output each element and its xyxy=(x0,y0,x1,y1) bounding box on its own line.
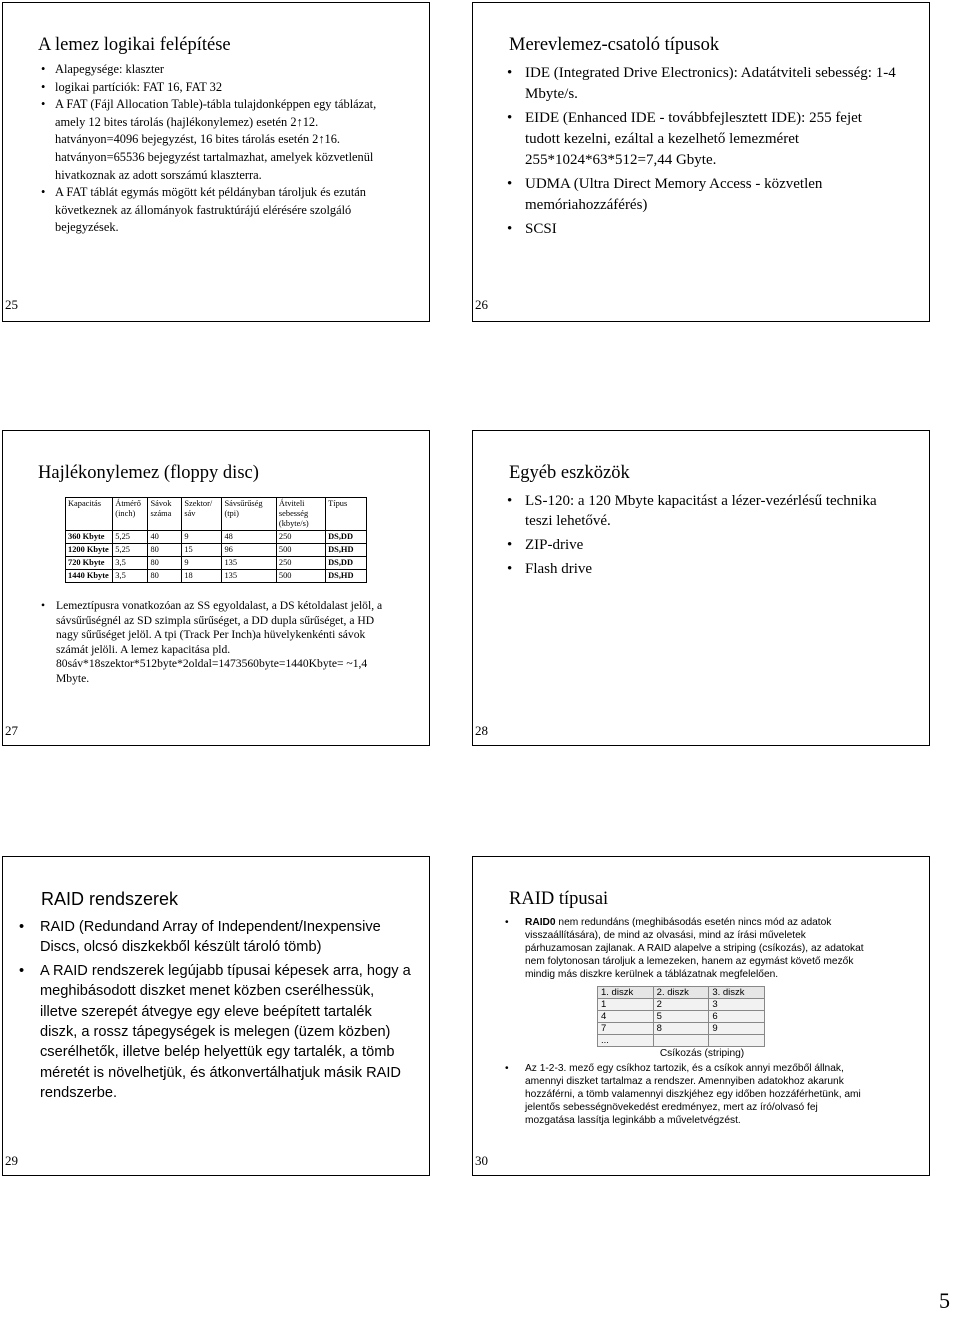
item-term: IDE (Integrated Drive Electronics): xyxy=(525,65,738,81)
table-cell: 4 xyxy=(598,1011,654,1023)
table-cell: 360 Kbyte xyxy=(66,531,113,544)
slide-26 xyxy=(472,2,930,322)
table-cell: 9 xyxy=(182,531,222,544)
list-item xyxy=(503,108,898,171)
slide-30 xyxy=(472,856,930,1176)
list-item: • ZIP-drive xyxy=(503,535,898,555)
table-cell: 8 xyxy=(653,1023,709,1035)
list-item: • Az 1-2-3. mező egy csíkhoz tartozik, és a csíkok annyi mezőből állnak, amennyi diszket tartalmaz a rendszer. Amennyiben adatokhoz akarunk hozzáférni, a tömb valamennyi diszkjéhez egy időben hozzáférhetünk, ami jelentős sebességnövekedést eredményez, mert az író/olvasó fej mozgatása lassítja leginkább a műveletvégzést. xyxy=(503,1063,865,1128)
striping-table xyxy=(597,986,765,1047)
list-item: • logikai partíciók: FAT 16, FAT 32 xyxy=(39,79,389,97)
item-text: 255 fejet tudott kezelni, ezáltal a kezelhető lemezméret 255*1024*63*512=7,44 Gbyte. xyxy=(525,110,862,168)
floppy-table xyxy=(65,497,367,583)
table-cell: 1 xyxy=(598,999,654,1011)
slide-title: Hajlékonylemez (floppy disc) xyxy=(38,463,259,483)
table-cell: 6 xyxy=(709,1011,765,1023)
table-header: Kapacitás xyxy=(66,498,113,531)
bullet-list xyxy=(503,63,898,240)
slide-number: 29 xyxy=(5,1153,18,1168)
table-row xyxy=(66,570,367,583)
bullet-list xyxy=(503,917,865,982)
slide-number: 26 xyxy=(475,297,488,312)
list-item: • Lemeztípusra vonatkozóan az SS egyoldalast, a DS kétoldalast jelöl, a sávsűrűségnél az SD szimpla sűrűséget, a DD dupla sűrűséget, a HD nagy sűrűséget jelöl. A tpi (Track Per Inch)a hüvelykenkénti sávok számát jelöli. A lemez kapacitása pld. 80sáv*18szektor*512byte*2oldal=1473560byte=1440Kbyte= ~1,4 Mbyte. xyxy=(39,599,391,687)
slide-number: 25 xyxy=(5,297,18,312)
list-item: • RAID (Redundand Array of Independent/Inexpensive Discs, olcsó diszkekből készült tároló tömb) xyxy=(17,917,412,958)
list-item: • A FAT táblát egymás mögött két példányban tároljuk és ezután következnek az állományok fastruktúrájú elérésére szolgáló bejegyzések. xyxy=(39,184,389,237)
table-header-row xyxy=(598,987,765,999)
table-header: Átmérő (inch) xyxy=(113,498,148,531)
list-item xyxy=(503,63,898,105)
list-item xyxy=(503,219,898,240)
table-cell xyxy=(709,1035,765,1047)
table-row xyxy=(66,544,367,557)
slide-29 xyxy=(2,856,430,1176)
table-cell: 135 xyxy=(222,557,276,570)
slide-25 xyxy=(2,2,430,322)
table-cell: 3,5 xyxy=(113,570,148,583)
table-header: 1. diszk xyxy=(598,987,654,999)
table-header: Átviteli sebesség (kbyte/s) xyxy=(276,498,325,531)
bullet-list xyxy=(39,61,389,237)
table-cell: 500 xyxy=(276,544,325,557)
slide-number: 27 xyxy=(5,723,18,738)
list-item: • Flash drive xyxy=(503,559,898,579)
table-row xyxy=(598,1023,765,1035)
item-term: UDMA (Ultra Direct Memory Access - xyxy=(525,176,761,192)
table-cell: 3,5 xyxy=(113,557,148,570)
table-cell: 80 xyxy=(148,544,182,557)
table-cell: 80 xyxy=(148,570,182,583)
table-cell: 250 xyxy=(276,531,325,544)
item-term: RAID0 xyxy=(525,917,556,928)
table-cell: 135 xyxy=(222,570,276,583)
table-header: Szektor/ sáv xyxy=(182,498,222,531)
slide-title: Egyéb eszközök xyxy=(509,463,630,483)
bullet-list xyxy=(503,491,898,579)
slide-title: Merevlemez-csatoló típusok xyxy=(509,35,720,55)
table-header: 3. diszk xyxy=(709,987,765,999)
table-header: 2. diszk xyxy=(653,987,709,999)
slide-27 xyxy=(2,430,430,746)
table-cell: 15 xyxy=(182,544,222,557)
table-cell: 720 Kbyte xyxy=(66,557,113,570)
bullet-list xyxy=(503,1063,865,1128)
table-cell: 1440 Kbyte xyxy=(66,570,113,583)
table-cell: DS,HD xyxy=(326,544,367,557)
table-cell: 5 xyxy=(653,1011,709,1023)
table-cell: 7 xyxy=(598,1023,654,1035)
table-cell: 9 xyxy=(709,1023,765,1035)
slide-number: 30 xyxy=(475,1153,488,1168)
item-text: közvetlen memóriahozzáférés) xyxy=(525,176,823,213)
table-cell: DS,DD xyxy=(326,531,367,544)
table-cell: 40 xyxy=(148,531,182,544)
item-term: EIDE (Enhanced IDE - továbbfejlesztett IDE): xyxy=(525,110,806,126)
slide-number: 28 xyxy=(475,723,488,738)
table-cell: 2 xyxy=(653,999,709,1011)
page-number: 5 xyxy=(939,1288,950,1313)
table-cell xyxy=(653,1035,709,1047)
table-row xyxy=(598,1035,765,1047)
list-item xyxy=(503,917,865,982)
item-term: SCSI xyxy=(525,221,557,237)
table-header: Sávsűrűség (tpi) xyxy=(222,498,276,531)
slide-title: A lemez logikai felépítése xyxy=(38,35,231,55)
bullet-list xyxy=(17,917,412,1104)
list-item: • A RAID rendszerek legújabb típusai képesek arra, hogy a meghibásodott diszket menet közben cserélhessük, illetve szerepét átvegye egy eleve beépített tartalék diszk, a rossz tápegységek is melegen (üzem közben) cserélhetők, illetve belép helyettük egy tartalék, a tömb méretét is növelhetjük, és átkonvertálhatjuk másik RAID rendszerbe. xyxy=(17,961,412,1104)
table-cell: 80 xyxy=(148,557,182,570)
slide-28 xyxy=(472,430,930,746)
list-item: • A FAT (Fájl Allocation Table)-tábla tulajdonképpen egy táblázat, amely 12 bites tárolás (hajlékonylemez) esetén 2↑12. hatványon=4096 bejegyzést, 16 bites tárolás esetén 2↑16. hatványon=65536 bejegyzést tartalmazhat, amelyek közvetlenül hivatkoznak az adott sorszámú klaszterra. xyxy=(39,96,389,184)
table-cell: DS,HD xyxy=(326,570,367,583)
item-text: Adatátviteli sebesség: 1-4 Mbyte/s. xyxy=(525,65,896,102)
table-cell: 5,25 xyxy=(113,531,148,544)
table-cell: 250 xyxy=(276,557,325,570)
table-caption: Csíkozás (striping) xyxy=(659,1048,745,1059)
table-row xyxy=(598,999,765,1011)
table-cell: 9 xyxy=(182,557,222,570)
table-header-row xyxy=(66,498,367,531)
slide-title: RAID típusai xyxy=(509,889,609,909)
table-cell: 3 xyxy=(709,999,765,1011)
table-cell: 1200 Kbyte xyxy=(66,544,113,557)
table-header: Típus xyxy=(326,498,367,531)
table-cell: 96 xyxy=(222,544,276,557)
table-row xyxy=(66,531,367,544)
item-text: nem redundáns (meghibásodás esetén nincs mód az adatok visszaállítására), de mind az olvasási, mind az írási műveletek párhuzamosan zajlanak. A RAID alapelve a striping (csíkozás), az adatokat nem folytonosan tároljuk a lemezeken, hanem az egymást követő mezők mindig más diszkre kerülnek a táblázatnak megfelelően. xyxy=(525,917,864,980)
table-cell: ... xyxy=(598,1035,654,1047)
table-cell: 48 xyxy=(222,531,276,544)
table-row xyxy=(598,1011,765,1023)
table-row xyxy=(66,557,367,570)
table-cell: 18 xyxy=(182,570,222,583)
slide-title: RAID rendszerek xyxy=(41,889,179,909)
bullet-list xyxy=(39,599,391,687)
table-cell: 500 xyxy=(276,570,325,583)
table-header: Sávok száma xyxy=(148,498,182,531)
table-cell: DS,DD xyxy=(326,557,367,570)
list-item: • Alapegysége: klaszter xyxy=(39,61,389,79)
list-item xyxy=(503,174,898,216)
table-cell: 5,25 xyxy=(113,544,148,557)
list-item: • LS-120: a 120 Mbyte kapacitást a lézer-vezérlésű technika teszi lehetővé. xyxy=(503,491,898,531)
